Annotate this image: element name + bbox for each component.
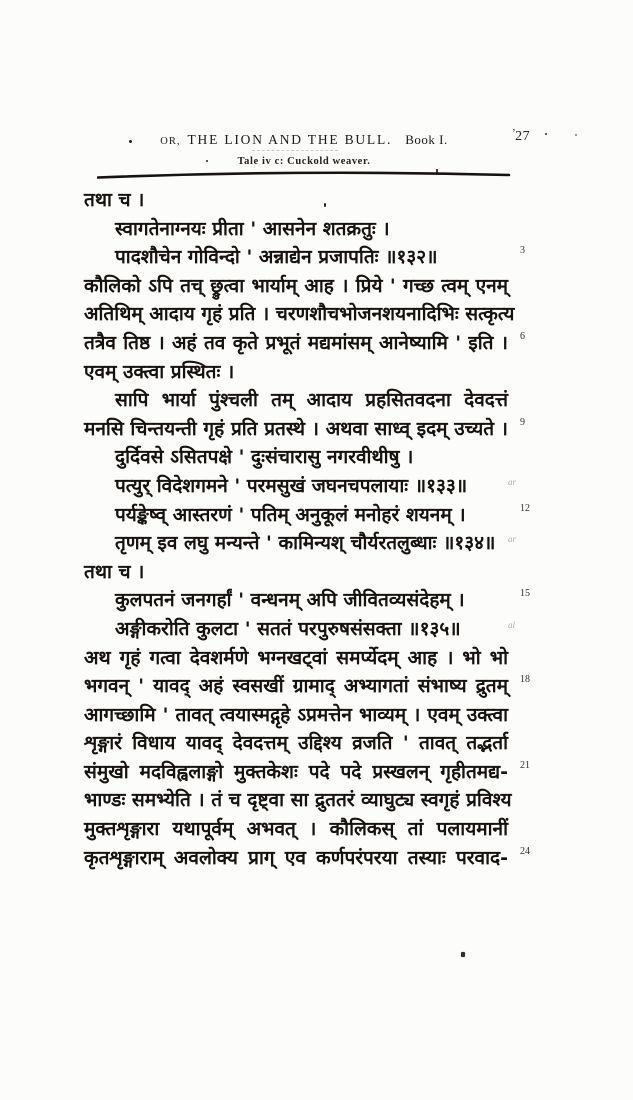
line-text: तथा च । xyxy=(84,189,145,211)
text-line xyxy=(84,558,508,587)
line-text: मनसि चिन्तयन्ती गृहं प्रति प्रतस्थे । अथवा साध्व् इदम् उच्यते । xyxy=(84,417,508,440)
margin-line-number: 6 xyxy=(520,330,525,342)
text-line xyxy=(84,615,516,644)
page-number-ink-mark: ʼ xyxy=(512,127,517,139)
margin-line-number: 18 xyxy=(520,674,530,686)
line-text: पर्यङ्केष्व् आस्तरणं ' पतिम् अनुकूलं मनोहरं शयनम् । xyxy=(115,503,466,526)
page-number xyxy=(512,127,530,145)
running-head xyxy=(97,131,511,149)
header-rule xyxy=(97,167,511,181)
margin-ghost-mark: ar xyxy=(508,534,517,545)
text-line xyxy=(84,786,512,815)
line-text: पादशौचेन गोविन्दो ' अन्नाद्येन प्रजापतिः ॥१३२॥ xyxy=(115,246,438,269)
text-line xyxy=(84,844,530,873)
text-line xyxy=(84,443,508,472)
line-text: आगच्छामि ' तावत् त्वयास्मद्गृहे ऽप्रमत्तेन भाव्यम् । एवम् उक्त्वा xyxy=(84,703,508,726)
line-text: तृणम् इव लघु मन्यन्ते ' कामिन्यश् चौर्यरतलुब्धाः ॥१३४॥ xyxy=(115,532,496,555)
margin-line-number: 3 xyxy=(520,245,525,257)
margin-line-number: 15 xyxy=(520,588,530,600)
text-line xyxy=(84,358,508,387)
tale-caption: Tale iv c: Cuckold weaver. xyxy=(237,156,371,167)
text-line xyxy=(84,529,517,558)
line-text: तत्रैव तिष्ठ । अहं तव कृते प्रभूतं मद्यमांसम् आनेष्यामि ' इति । xyxy=(84,331,508,354)
line-text: कृतशृङ्गाराम् अवलोक्य प्राग् एव कर्णपरंपरया तस्याः परवाद- xyxy=(84,846,508,869)
line-text: तथा च । xyxy=(84,560,145,583)
text-line xyxy=(84,415,525,444)
ink-speck xyxy=(129,140,132,143)
page-number-value: 27 xyxy=(515,129,531,144)
line-text: कुलपतनं जनगर्हां ' वन्धनम् अपि जीवितव्यसंदेहम् । xyxy=(115,589,465,612)
line-text: भाण्डः समभ्येति । तं च दृष्ट्वा सा द्रुततरं व्याघुट्य स्वगृहं प्रविश्य xyxy=(84,789,512,812)
text-line xyxy=(84,644,508,673)
text-line xyxy=(84,815,508,844)
text-line xyxy=(84,272,508,301)
ink-speck xyxy=(575,134,577,136)
text-line xyxy=(84,672,530,701)
line-text: सापि भार्या पुंश्चली तम् आदाय प्रहसितवदना देवदत्तं xyxy=(115,389,508,412)
margin-ghost-mark: ar xyxy=(508,476,517,487)
text-line xyxy=(84,472,517,501)
body-text xyxy=(84,186,530,872)
margin-line-number: 21 xyxy=(520,759,530,771)
text-line xyxy=(84,586,530,615)
text-line xyxy=(84,186,508,215)
margin-line-number: 9 xyxy=(520,416,525,428)
text-line xyxy=(84,300,515,329)
line-text: संमुखो मदविह्वलाङ्गो मुक्तकेशः पदे पदे प्रस्खलन् गृहीतमद्य- xyxy=(84,760,508,783)
text-line xyxy=(84,701,508,730)
running-title-prefix: OR, xyxy=(160,136,181,147)
scan-artifact-underline xyxy=(252,150,338,152)
ink-speck xyxy=(206,160,208,162)
text-line xyxy=(84,758,530,787)
line-text: स्वागतेनाग्नयः प्रीता ' आसनेन शतक्रतुः । xyxy=(115,217,390,240)
line-text: पत्युर् विदेशगमने ' परमसुखं जघनचपलायाः ॥१३३॥ xyxy=(115,474,468,497)
book-label: Book I. xyxy=(405,132,448,147)
text-line xyxy=(84,729,508,758)
margin-line-number: 12 xyxy=(520,502,530,514)
running-title: THE LION AND THE BULL. xyxy=(187,132,393,147)
margin-line-number: 24 xyxy=(520,845,530,857)
line-text: एवम् उक्त्वा प्रस्थितः । xyxy=(84,360,235,383)
line-text: शृङ्गारं विधाय यावद् देवदत्तम् उद्दिश्य व्रजति ' तावत् तद्भर्ता xyxy=(84,732,508,755)
ink-speck xyxy=(461,952,465,957)
text-line xyxy=(84,386,508,415)
line-text: अङ्गीकरोति कुलटा ' सततं परपुरुषसंसक्ता ॥१३५॥ xyxy=(115,617,461,640)
text-line xyxy=(84,501,530,530)
text-line xyxy=(84,215,508,244)
ink-speck xyxy=(545,133,547,135)
line-text: मुक्तशृङ्गारा यथापूर्वम् अभवत् । कौलिकस् तां पलायमानीं xyxy=(84,818,508,841)
text-line xyxy=(84,329,525,358)
line-text: अतिथिम् आदाय गृहं प्रति । चरणशौचभोजनशयनादिभिः सत्कृत्य xyxy=(84,303,515,326)
line-text: कौलिको ऽपि तच् छ्रुत्वा भार्याम् आह । प्रिये ' गच्छ त्वम् एनम् xyxy=(84,274,508,297)
line-text: दुर्दिवसे ऽसितपक्षे ' दुःसंचारासु नगरवीथीषु । xyxy=(115,446,414,469)
margin-ghost-mark: al xyxy=(508,619,516,630)
line-text: अथ गृहं गत्वा देवशर्मणे भग्नखट्वां समर्प्येदम् आह । भो भो xyxy=(84,646,508,669)
ink-speck xyxy=(324,203,326,207)
text-line xyxy=(84,243,525,272)
line-text: भगवन् ' यावद् अहं स्वसखीं ग्रामाद् अभ्यागतां संभाष्य द्रुतम् xyxy=(84,675,508,698)
